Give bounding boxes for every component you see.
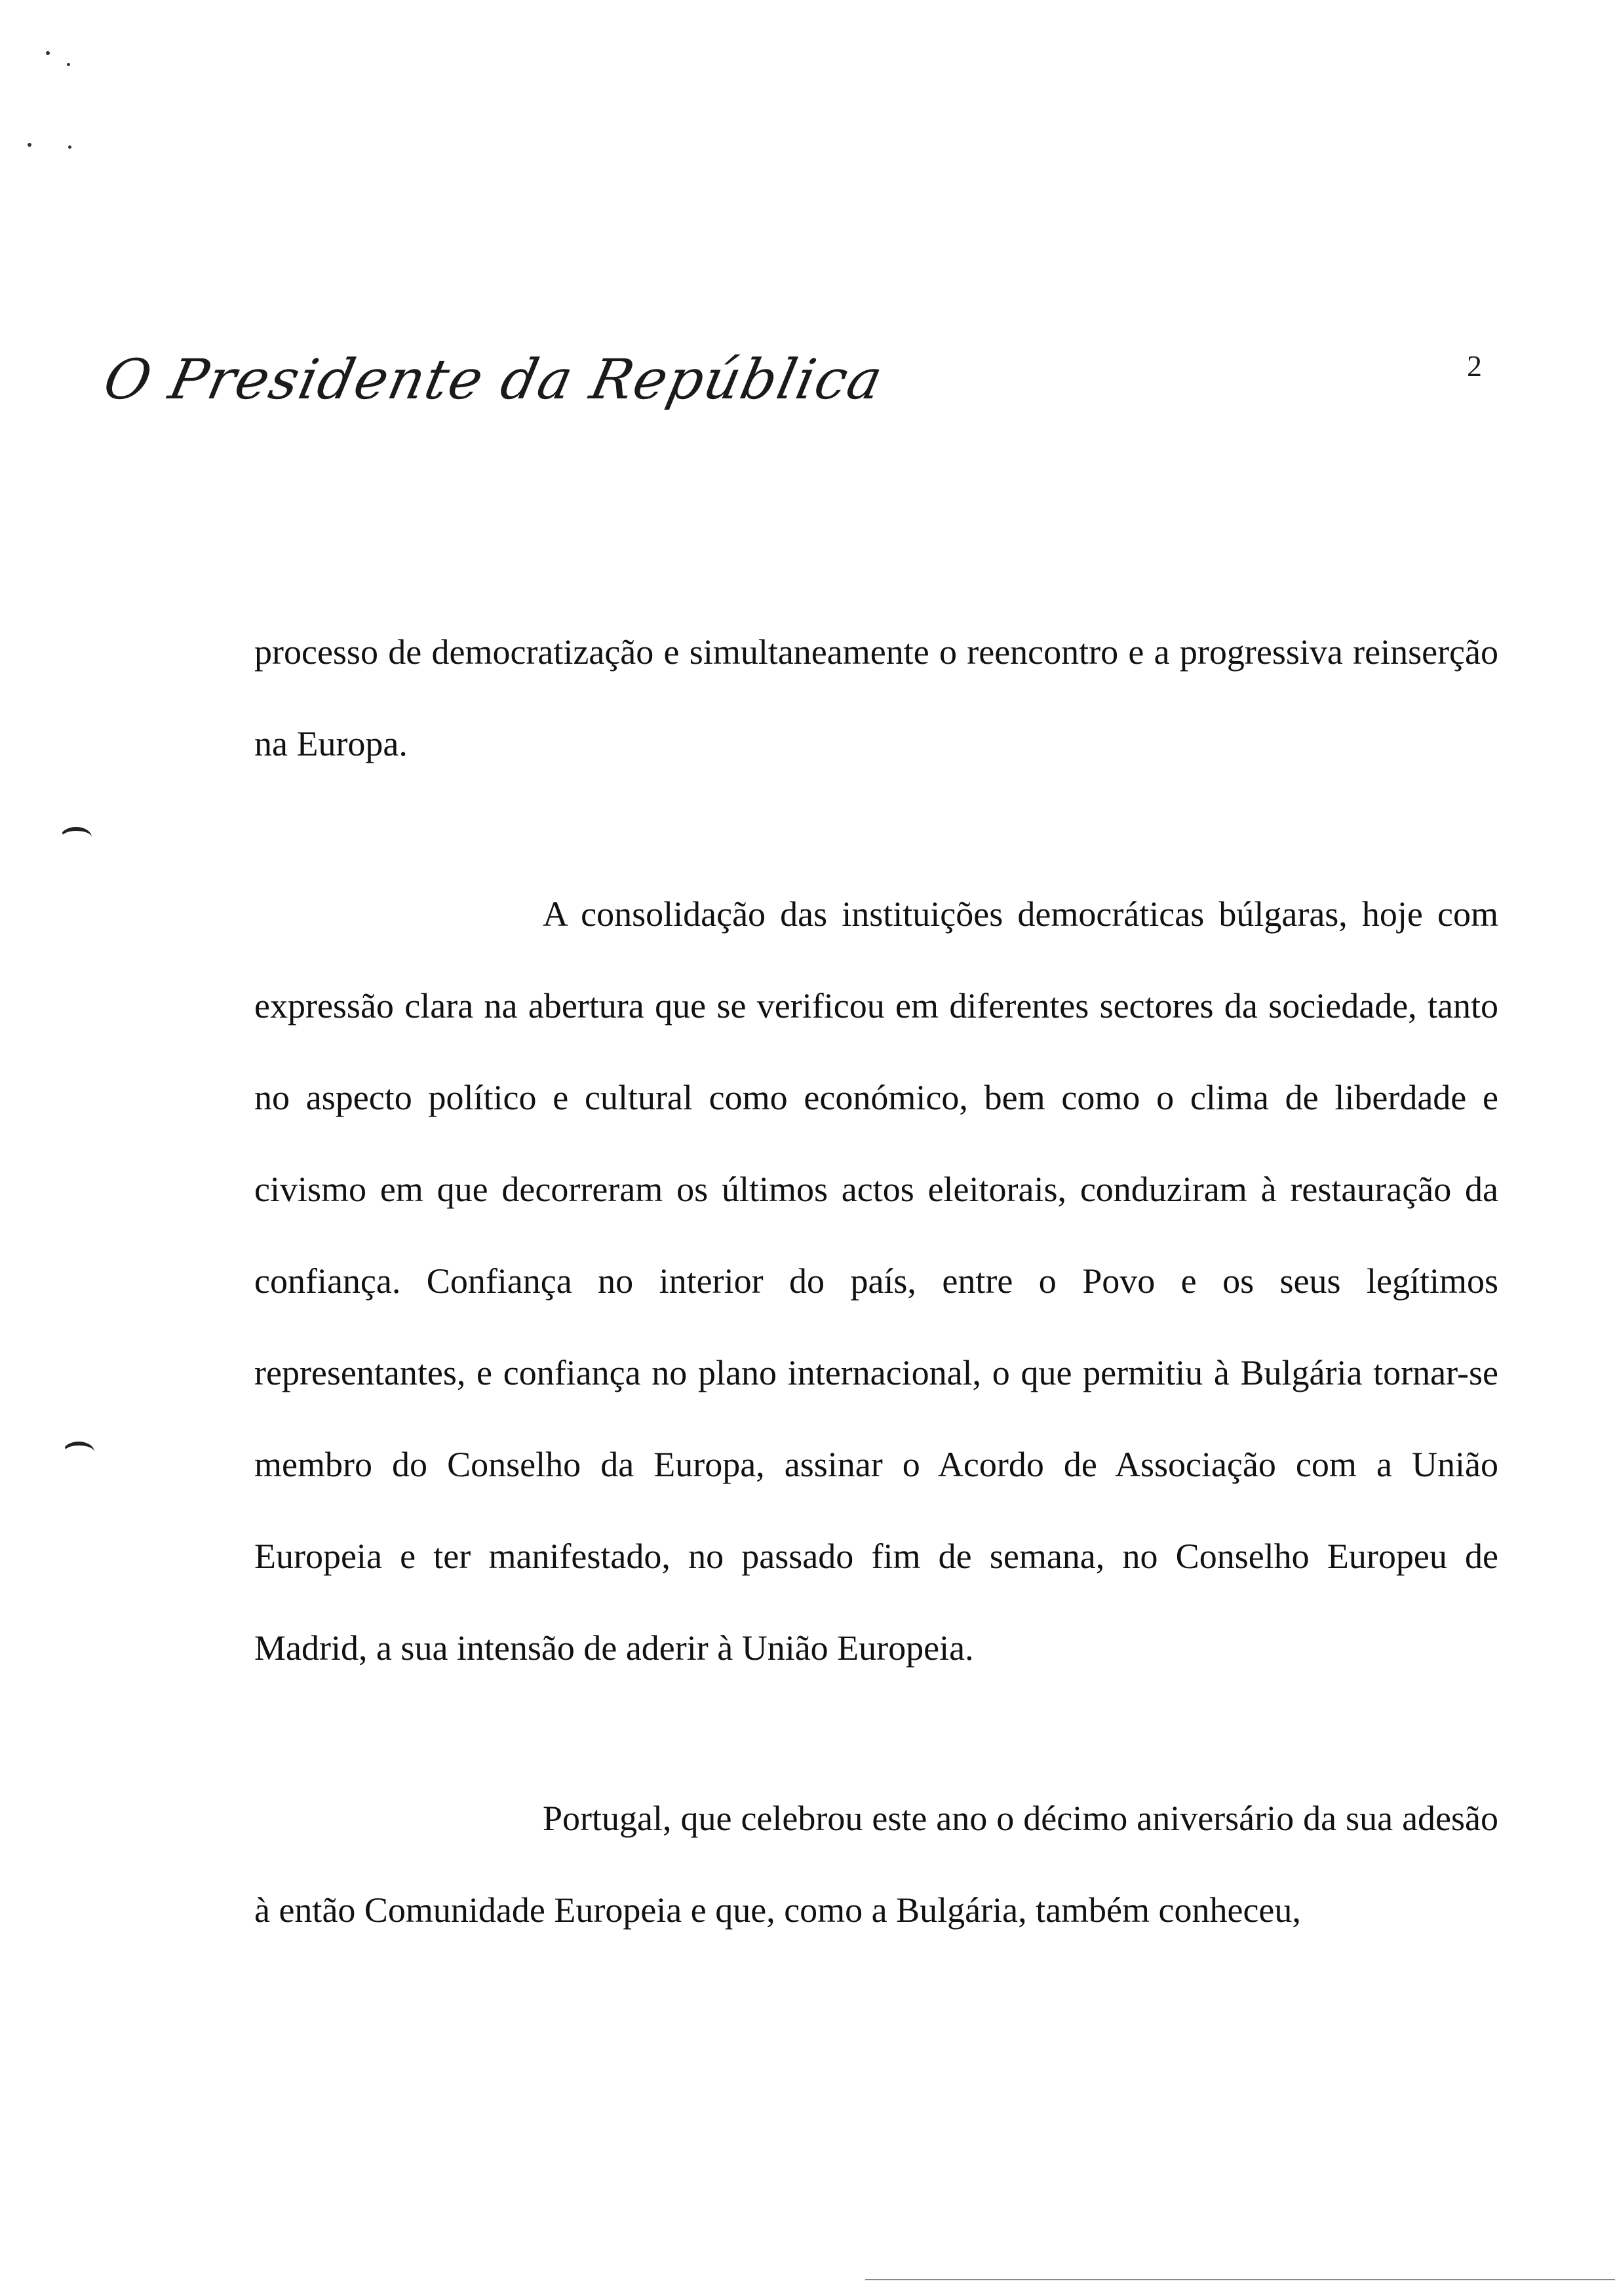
punch-hole-mark	[63, 1442, 94, 1463]
scan-speck	[46, 51, 50, 55]
paragraph: A consolidação das instituições democráticas búlgaras, hoje com expressão clara na abertura que se verificou em diferentes sectores da sociedade, tanto no aspecto político e cultural como económico, bem como o clima de liberdade e civismo em que decorreram os últimos actos eleitorais, conduziram à restauração da confiança. Confiança no interior do país, entre o Povo e os seus legítimos representantes, e confiança no plano internacional, o que permitiu à Bulgária tornar-se membro do Conselho da Europa, assinar o Acordo de Associação com a União Europeia e ter manifestado, no passado fim de semana, no Conselho Europeu de Madrid, a sua intensão de aderir à União Europeia.	[254, 894, 1498, 1668]
scan-speck	[68, 145, 71, 149]
scan-edge-line	[865, 2279, 1615, 2280]
paragraph: processo de democratização e simultaneamente o reencontro e a progressiva reinserção na Europa.	[254, 632, 1498, 763]
page-number: 2	[1467, 349, 1482, 383]
scan-speck	[67, 63, 70, 66]
body-text	[254, 606, 1498, 1956]
paragraph: Portugal, que celebrou este ano o décimo aniversário da sua adesão à então Comunidade Europeia e que, como a Bulgária, também conheceu,	[254, 1799, 1498, 1930]
punch-hole-mark	[60, 827, 92, 848]
scan-speck	[28, 143, 31, 147]
letterhead: O Presidente da República	[98, 347, 889, 411]
